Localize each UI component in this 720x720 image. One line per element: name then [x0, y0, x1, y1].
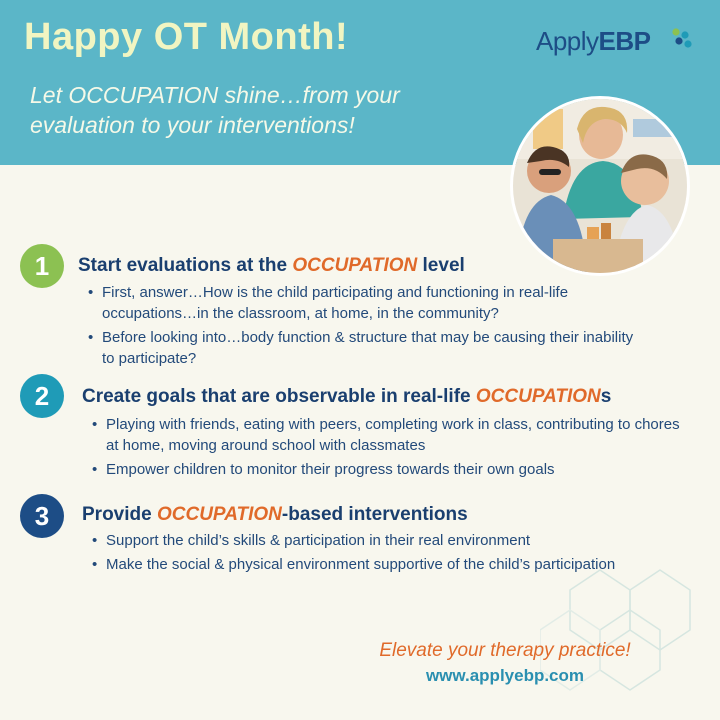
- section-heading-1-post: level: [417, 255, 465, 276]
- section-heading-3: [82, 504, 468, 526]
- applyebp-logo[interactable]: [536, 26, 696, 76]
- list-item: • Empower children to monitor their progress towards their own goals: [92, 459, 692, 480]
- section-heading-1: [78, 255, 465, 277]
- logo-wordmark: [536, 26, 651, 56]
- step-number-3: 3: [20, 494, 64, 538]
- list-item: • Playing with friends, eating with peers, completing work in class, contributing to chores at home, moving around school with classmates: [92, 414, 692, 456]
- step-number-1: 1: [20, 244, 64, 288]
- section-heading-2: [82, 386, 611, 408]
- footer-tagline: Elevate your therapy practice!: [379, 640, 631, 661]
- therapy-photo-illustration: [513, 99, 687, 273]
- section-heading-3-post: -based interventions: [281, 504, 468, 525]
- list-item: • First, answer…How is the child participating and functioning in real-life occupations…in the classroom, at home, in the community?: [88, 282, 648, 324]
- website-link[interactable]: www.applyebp.com: [425, 666, 585, 685]
- section-heading-3-occupation: OCCUPATION: [156, 504, 282, 525]
- therapy-photo: [510, 96, 690, 276]
- section-heading-1-pre: Start evaluations at the: [78, 255, 293, 276]
- page-title: Happy OT Month!: [24, 16, 349, 58]
- section-2-bullets: [92, 414, 692, 483]
- section-heading-1-occupation: OCCUPATION: [292, 255, 418, 276]
- section-heading-2-occupation: OCCUPATION: [475, 386, 601, 407]
- logo-prefix: Apply: [536, 26, 599, 56]
- step-number-2: 2: [20, 374, 64, 418]
- list-item: • Support the child’s skills & participation in their real environment: [92, 530, 702, 551]
- section-heading-3-pre: Provide: [82, 504, 157, 525]
- section-1-bullets: [88, 282, 648, 372]
- list-item: • Before looking into…body function & structure that may be causing their inability to participate?: [88, 327, 648, 369]
- list-item: • Make the social & physical environment supportive of the child’s participation: [92, 554, 702, 575]
- page-subtitle: Let OCCUPATION shine…from your evaluation to your interventions!: [30, 82, 400, 138]
- section-heading-2-pre: Create goals that are observable in real-life: [82, 386, 476, 407]
- logo-dots-icon: [666, 26, 696, 56]
- section-heading-2-post: s: [600, 386, 612, 407]
- logo-suffix: EBP: [598, 26, 651, 56]
